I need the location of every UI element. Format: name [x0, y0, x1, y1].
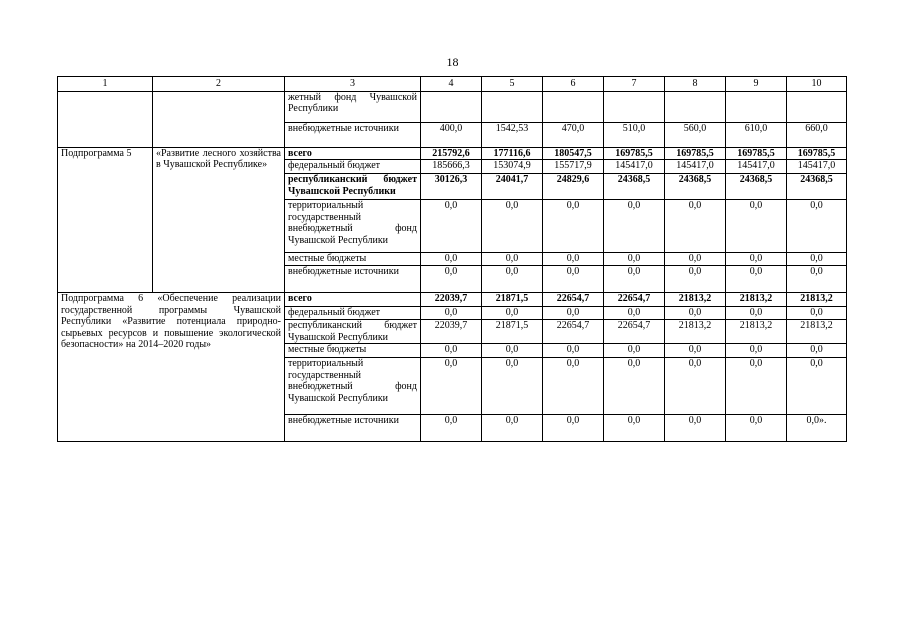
value-cell: 0,0 — [421, 358, 482, 415]
value-cell: 169785,5 — [665, 147, 726, 160]
value-cell — [482, 91, 543, 122]
value-cell: 0,0 — [665, 344, 726, 358]
value-cell: 0,0 — [421, 253, 482, 266]
value-cell: 610,0 — [726, 122, 787, 147]
value-cell: 1542,53 — [482, 122, 543, 147]
value-cell: 660,0 — [787, 122, 847, 147]
value-cell: 24368,5 — [665, 174, 726, 200]
column-header: 6 — [543, 77, 604, 92]
value-cell: 0,0 — [604, 253, 665, 266]
value-cell: 153074,9 — [482, 160, 543, 174]
funding-source: федеральный бюджет — [285, 307, 421, 320]
value-cell: 21813,2 — [665, 293, 726, 307]
value-cell: 30126,3 — [421, 174, 482, 200]
table-body — [58, 77, 847, 442]
value-cell: 560,0 — [665, 122, 726, 147]
value-cell: 0,0 — [543, 358, 604, 415]
value-cell: 400,0 — [421, 122, 482, 147]
value-cell: 22654,7 — [543, 293, 604, 307]
value-cell: 24829,6 — [543, 174, 604, 200]
value-cell: 0,0 — [482, 266, 543, 293]
value-cell: 0,0 — [726, 358, 787, 415]
value-cell: 0,0». — [787, 415, 847, 442]
column-header: 4 — [421, 77, 482, 92]
header-row — [58, 77, 847, 92]
value-cell: 169785,5 — [726, 147, 787, 160]
value-cell: 0,0 — [543, 200, 604, 253]
column-header: 7 — [604, 77, 665, 92]
value-cell: 470,0 — [543, 122, 604, 147]
page-number: 18 — [446, 55, 459, 69]
column-header: 5 — [482, 77, 543, 92]
value-cell: 169785,5 — [604, 147, 665, 160]
value-cell: 0,0 — [482, 415, 543, 442]
value-cell: 0,0 — [787, 266, 847, 293]
value-cell: 22039,7 — [421, 293, 482, 307]
program-name: Подпрограмма 5 — [58, 147, 153, 293]
funding-source: внебюджетные источники — [285, 415, 421, 442]
value-cell: 177116,6 — [482, 147, 543, 160]
value-cell: 0,0 — [604, 344, 665, 358]
funding-source: жетный фонд Чувашской Республики — [285, 91, 421, 122]
value-cell: 0,0 — [482, 253, 543, 266]
value-cell: 0,0 — [421, 266, 482, 293]
funding-source: внебюджетные источники — [285, 122, 421, 147]
value-cell: 0,0 — [787, 307, 847, 320]
column-header: 1 — [58, 77, 153, 92]
value-cell: 24368,5 — [604, 174, 665, 200]
empty-cell — [153, 91, 285, 147]
value-cell: 185666,3 — [421, 160, 482, 174]
funding-source: местные бюджеты — [285, 253, 421, 266]
column-header: 8 — [665, 77, 726, 92]
column-header: 9 — [726, 77, 787, 92]
value-cell: 0,0 — [665, 358, 726, 415]
value-cell: 0,0 — [604, 415, 665, 442]
value-cell: 21871,5 — [482, 293, 543, 307]
value-cell: 0,0 — [726, 253, 787, 266]
table-row — [58, 91, 847, 122]
value-cell — [421, 91, 482, 122]
funding-source: федеральный бюджет — [285, 160, 421, 174]
value-cell: 0,0 — [787, 200, 847, 253]
value-cell: 0,0 — [604, 200, 665, 253]
table-row — [58, 147, 847, 160]
value-cell: 22654,7 — [604, 293, 665, 307]
funding-source: внебюджетные источники — [285, 266, 421, 293]
value-cell: 0,0 — [421, 307, 482, 320]
value-cell: 0,0 — [787, 253, 847, 266]
value-cell: 145417,0 — [787, 160, 847, 174]
value-cell: 0,0 — [787, 344, 847, 358]
value-cell: 22039,7 — [421, 320, 482, 344]
funding-source: территориальный государственный внебюджетный фонд Чувашской Республики — [285, 358, 421, 415]
value-cell: 21813,2 — [787, 293, 847, 307]
column-header: 2 — [153, 77, 285, 92]
value-cell: 24368,5 — [787, 174, 847, 200]
value-cell — [543, 91, 604, 122]
value-cell: 0,0 — [482, 344, 543, 358]
value-cell: 22654,7 — [543, 320, 604, 344]
value-cell: 145417,0 — [604, 160, 665, 174]
value-cell: 0,0 — [726, 200, 787, 253]
value-cell: 0,0 — [665, 253, 726, 266]
program-name: Подпрограмма 6 «Обеспечение реализации государственной программы Чувашской Республики «Развитие потенциала природно-сырьевых ресурсов и повышение экологической безопасности» на 2014–2020 годы» — [58, 293, 285, 442]
value-cell: 0,0 — [604, 266, 665, 293]
value-cell: 169785,5 — [787, 147, 847, 160]
funding-source: республиканский бюджет Чувашской Республики — [285, 320, 421, 344]
value-cell: 0,0 — [665, 200, 726, 253]
value-cell: 0,0 — [421, 415, 482, 442]
value-cell: 155717,9 — [543, 160, 604, 174]
value-cell: 21813,2 — [665, 320, 726, 344]
value-cell: 0,0 — [543, 253, 604, 266]
value-cell: 24368,5 — [726, 174, 787, 200]
column-header: 3 — [285, 77, 421, 92]
value-cell: 0,0 — [604, 307, 665, 320]
value-cell: 24041,7 — [482, 174, 543, 200]
funding-source: всего — [285, 293, 421, 307]
value-cell — [787, 91, 847, 122]
funding-source: республиканский бюджет Чувашской Республики — [285, 174, 421, 200]
value-cell: 0,0 — [726, 307, 787, 320]
column-header: 10 — [787, 77, 847, 92]
table-row — [58, 293, 847, 307]
value-cell: 0,0 — [543, 415, 604, 442]
value-cell: 0,0 — [665, 266, 726, 293]
value-cell: 0,0 — [421, 200, 482, 253]
value-cell: 0,0 — [543, 307, 604, 320]
program-name: «Развитие лесного хозяйства в Чувашской Республике» — [153, 147, 285, 293]
value-cell: 0,0 — [665, 415, 726, 442]
value-cell — [665, 91, 726, 122]
value-cell: 0,0 — [543, 344, 604, 358]
funding-source: всего — [285, 147, 421, 160]
value-cell: 145417,0 — [726, 160, 787, 174]
value-cell: 0,0 — [726, 344, 787, 358]
value-cell: 0,0 — [604, 358, 665, 415]
value-cell: 0,0 — [726, 415, 787, 442]
value-cell — [604, 91, 665, 122]
value-cell: 0,0 — [726, 266, 787, 293]
value-cell: 21813,2 — [726, 320, 787, 344]
value-cell: 22654,7 — [604, 320, 665, 344]
value-cell: 145417,0 — [665, 160, 726, 174]
value-cell: 0,0 — [421, 344, 482, 358]
empty-cell — [58, 91, 153, 147]
funding-table — [57, 76, 847, 442]
funding-source: территориальный государственный внебюджетный фонд Чувашской Республики — [285, 200, 421, 253]
value-cell: 0,0 — [787, 358, 847, 415]
value-cell: 215792,6 — [421, 147, 482, 160]
value-cell: 510,0 — [604, 122, 665, 147]
value-cell: 180547,5 — [543, 147, 604, 160]
value-cell: 21813,2 — [726, 293, 787, 307]
value-cell: 0,0 — [543, 266, 604, 293]
value-cell: 0,0 — [482, 200, 543, 253]
value-cell — [726, 91, 787, 122]
funding-source: местные бюджеты — [285, 344, 421, 358]
value-cell: 21871,5 — [482, 320, 543, 344]
value-cell: 0,0 — [482, 358, 543, 415]
value-cell: 0,0 — [482, 307, 543, 320]
value-cell: 0,0 — [665, 307, 726, 320]
value-cell: 21813,2 — [787, 320, 847, 344]
